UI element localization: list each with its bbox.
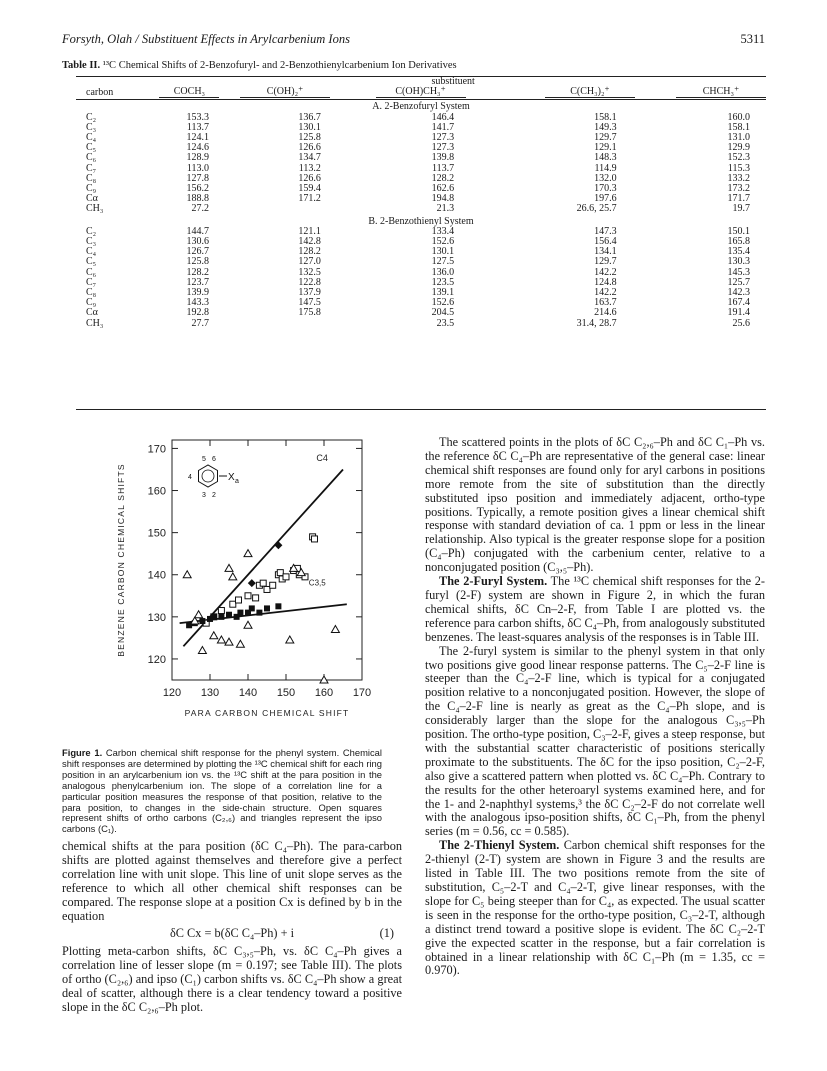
shift-cell: 129.7 xyxy=(594,256,617,268)
section-title: B. 2-Benzothienyl System xyxy=(368,215,474,227)
x-tick-label: 120 xyxy=(162,687,182,699)
shift-cell: 130.3 xyxy=(727,256,750,268)
shift-cell: 26.6, 25.7 xyxy=(576,203,617,215)
ortho-point xyxy=(253,595,259,601)
right-paragraph-2 xyxy=(425,575,765,645)
plot-frame xyxy=(172,440,362,680)
ortho-point xyxy=(283,574,289,580)
shift-cell: 129.9 xyxy=(727,142,750,154)
ipso-point xyxy=(229,573,237,580)
shift-cell: 126.7 xyxy=(186,246,210,258)
table-row xyxy=(76,227,766,237)
carbon-cell: C₂ xyxy=(86,111,97,123)
shift-cell: 127.3 xyxy=(431,132,455,144)
table-row xyxy=(76,257,766,267)
carbon-cell: C₃ xyxy=(86,121,97,133)
table-row xyxy=(76,204,766,214)
shift-cell: 127.5 xyxy=(431,256,455,268)
table-row xyxy=(76,288,766,298)
table-row xyxy=(76,194,766,204)
ipso-point xyxy=(210,632,218,639)
shift-cell: 156.4 xyxy=(594,236,617,248)
shift-cell: 143.3 xyxy=(186,297,210,309)
shift-cell: 163.7 xyxy=(594,297,617,309)
shift-cell: 150.1 xyxy=(727,225,750,237)
meta-point xyxy=(249,605,255,611)
x-tick-label: 140 xyxy=(238,687,258,699)
shift-cell: 132.5 xyxy=(298,266,321,278)
shift-cell: 114.9 xyxy=(594,162,617,174)
shift-cell: 159.4 xyxy=(298,183,321,195)
ortho-point xyxy=(270,582,276,588)
shift-cell: 128.2 xyxy=(298,246,321,258)
thienyl-text: Carbon chemical shift responses for the 2-thienyl (2-T) system are shown in Figure 3 and the results are listed in Table III. The two positions remote from the site of substitution, C₅–2-T and C₄–2-T, give linear responses, with the slope for C₅ being steeper than for C₄, as expected. The usual scatter is seen in the response for the ortho-type position, C₃–2-T, although a distinct trend toward a positive slope is evident. The δC C₂–2-T give the expected scatter in the response, but a fair correlation is obtained in a linear relationship with δC C₁–Ph (m = 1.35, cc = 0.970). xyxy=(425,838,765,978)
x-tick-label: 170 xyxy=(352,687,372,699)
shift-cell: 125.8 xyxy=(298,132,321,144)
table-row xyxy=(76,123,766,133)
carbon-cell: C₂ xyxy=(86,225,97,237)
carbon-cell: C₅ xyxy=(86,142,97,154)
figure-caption-text: Carbon chemical shift response for the phenyl system. Chemical shift responses are determined by plotting the ¹³C chemical shift for each ring position in an arylcarbenium ion vs. the ¹³C shift at the para position in the analogous phenylcarbenium ion. The slope of a correlation line for a particular position measures the response of that position, relative to the para position, to changes in the side-chain structure. Open squares represent shifts of ortho carbons (C₂,₆) and triangles represent the ipso carbons (C₁). xyxy=(62,747,382,835)
shift-cell: 171.7 xyxy=(727,193,750,205)
ipso-point xyxy=(198,647,206,654)
carbon-cell: Cα xyxy=(86,193,98,205)
ipso-point xyxy=(236,640,244,647)
left-paragraph-2: Plotting meta-carbon shifts, δC C₃,₅–Ph, vs. δC C₄–Ph gives a correlation line of lesser slope (m = 0.197; see Table III). The plots of ortho (C₂,₆) and ipso (C₁) carbon shifts vs. δC C₄–Ph show a great deal of scatter, although there is a clear tendency toward a positive slope in the δC C₂,₆–Ph plot. xyxy=(62,944,402,1014)
meta-point xyxy=(237,610,243,616)
x-tick-label: 150 xyxy=(276,687,296,699)
column-header: C(OH)₂⁺ xyxy=(240,87,330,98)
column-header: C(OH)CH₃⁺ xyxy=(376,87,466,98)
shift-cell: 121.1 xyxy=(298,225,321,237)
shift-cell: 27.7 xyxy=(191,317,210,329)
ipso-point xyxy=(225,564,233,571)
shift-cell: 194.8 xyxy=(431,193,455,205)
table-row xyxy=(76,113,766,123)
carbon-cell: C₈ xyxy=(86,287,97,299)
y-tick-label: 130 xyxy=(147,611,166,624)
y-axis-label: BENZENE CARBON CHEMICAL SHIFTS xyxy=(116,463,126,657)
shift-cell: 188.8 xyxy=(186,193,210,205)
y-tick-label: 140 xyxy=(147,569,166,582)
shift-cell: 197.6 xyxy=(594,193,617,205)
shift-cell: 146.4 xyxy=(431,111,455,123)
shift-cell: 156.2 xyxy=(186,183,210,195)
shift-cell: 129.1 xyxy=(594,142,617,154)
shift-cell: 160.0 xyxy=(727,111,750,123)
shift-cell: 133.4 xyxy=(431,225,455,237)
shift-cell xyxy=(225,204,337,214)
shift-cell: 192.8 xyxy=(186,307,210,319)
shift-cell: 142.2 xyxy=(594,266,617,278)
figure-caption xyxy=(62,748,382,835)
table-row xyxy=(76,153,766,163)
shift-cell: 113.0 xyxy=(186,162,210,174)
x-tick-label: 130 xyxy=(200,687,220,699)
shift-cell: 126.6 xyxy=(298,142,321,154)
section-title-row xyxy=(76,215,766,227)
shift-cell: 152.3 xyxy=(727,152,750,164)
right-paragraph-3: The 2-furyl system is similar to the phenyl system in that only two positions give good linear response patterns. The C₅–2-F line is steeper than the C₄–2-F line, which is typical for a conjugated position relative to a nonconjugated position. However, the slope of the C₄–2-F line is nearly as great as the C₄–Ph slope, and is considerably larger than the slope for the analogous C₃,₅–Ph position. The ortho-type position, C₃–2-F, gives a steep response, but with the substantial scatter characteristic of positions sterically proximate to the substituents. The δC for the ipso position, C₂–2-F, also give a scattered pattern when plotted vs. δC C₄–Ph. Contrary to the results for the other heteroaryl systems examined here, and for the 1- and 2-naphthyl systems,³ the δC C₂–2-F do not correlate well with the analogous ipso-position shifts, δC C₁–Ph, from the phenyl series (m = 0.56, cc = 0.585). xyxy=(425,643,765,839)
shift-cell: 175.8 xyxy=(298,307,321,319)
shift-cell: 214.6 xyxy=(594,307,617,319)
shift-cell: 113.7 xyxy=(186,121,210,133)
shift-cell: 137.9 xyxy=(298,287,321,299)
ortho-point xyxy=(230,601,236,607)
shift-cell: 124.6 xyxy=(186,142,210,154)
shift-cell: 136.0 xyxy=(431,266,455,278)
shift-cell: 131.0 xyxy=(727,132,750,144)
table-title xyxy=(62,60,457,71)
ortho-point xyxy=(236,597,242,603)
shift-cell: 191.4 xyxy=(727,307,750,319)
ipso-point xyxy=(195,611,203,618)
y-tick-label: 160 xyxy=(147,485,166,498)
x-tick-label: 160 xyxy=(314,687,334,699)
table-row xyxy=(76,237,766,247)
ortho-point xyxy=(312,536,318,542)
aromatic-circle-icon xyxy=(202,470,214,482)
shift-cell: 130.1 xyxy=(298,121,321,133)
section-title-row xyxy=(76,100,766,113)
shift-cell: 127.3 xyxy=(431,142,455,154)
shift-cell: 124.1 xyxy=(186,132,210,144)
shift-cell: 124.8 xyxy=(594,276,617,288)
shift-cell: 126.6 xyxy=(298,172,321,184)
table-row xyxy=(76,164,766,174)
shift-cell: 162.6 xyxy=(431,183,455,195)
y-tick-label: 120 xyxy=(147,653,166,666)
shift-cell: 132.0 xyxy=(594,172,617,184)
carbon-cell: C₈ xyxy=(86,172,97,184)
table-header-row-2 xyxy=(76,87,766,100)
right-paragraph-1: The scattered points in the plots of δC C₂,₆–Ph and δC C₁–Ph vs. the reference δC C₄–Ph are representative of the general case: linear chemical shift responses are found only for aryl carbons in positions more remote from the site of substitution than the directly substituted ipso position and immediately adjacent, ortho-type positions. Typically, a remote position gives a linear chemical shift response with standard deviation of ca. 1 ppm or less in the linear relationship. Also typical is the greater response slope for a position (C₄–Ph) conjugated with the carbenium center, relative to a nonconjugated position (C₃,₅–Ph). xyxy=(425,435,765,575)
shift-cell: 204.5 xyxy=(431,307,455,319)
para-point xyxy=(248,579,256,587)
structure-label: 4 xyxy=(188,474,192,481)
shift-cell: 171.2 xyxy=(298,193,321,205)
shift-cell: 27.2 xyxy=(191,203,210,215)
shift-cell: 127.0 xyxy=(298,256,321,268)
shift-cell: 25.6 xyxy=(732,317,750,329)
shift-cell: 113.2 xyxy=(298,162,321,174)
furyl-heading: The 2-Furyl System. xyxy=(439,574,548,589)
ipso-point xyxy=(331,625,339,632)
carbon-cell: C₄ xyxy=(86,246,97,258)
shift-cell: 134.7 xyxy=(298,152,321,164)
line-label-c35: C3,5 xyxy=(308,578,326,588)
table-row xyxy=(76,319,766,329)
shift-cell: 136.7 xyxy=(298,111,321,123)
shift-cell: 153.3 xyxy=(186,111,210,123)
shift-cell: 130.1 xyxy=(431,246,455,258)
table-body xyxy=(76,100,766,329)
shift-cell: 125.7 xyxy=(727,276,750,288)
shift-cell: 142.3 xyxy=(727,287,750,299)
carbon-cell: C₉ xyxy=(86,183,97,195)
column-header: C(CH₃)₂⁺ xyxy=(545,87,635,98)
table-row xyxy=(76,174,766,184)
ortho-point xyxy=(245,593,251,599)
carbon-cell: C₃ xyxy=(86,236,97,248)
x-axis-label: PARA CARBON CHEMICAL SHIFT xyxy=(184,708,350,718)
table-row xyxy=(76,143,766,153)
structure-label: 5 xyxy=(202,456,206,463)
shift-cell: 135.4 xyxy=(727,246,750,258)
shift-cell: 129.7 xyxy=(594,132,617,144)
ipso-point xyxy=(183,571,191,578)
structure-label: X xyxy=(228,472,235,483)
ipso-point xyxy=(244,621,252,628)
table-row xyxy=(76,278,766,288)
ipso-point xyxy=(286,636,294,643)
shift-cell: 167.4 xyxy=(727,297,750,309)
right-column-text xyxy=(425,436,765,978)
shift-cell: 158.1 xyxy=(727,121,750,133)
table-row xyxy=(76,268,766,278)
shift-cell: 123.7 xyxy=(186,276,210,288)
ortho-point xyxy=(277,570,283,576)
meta-point xyxy=(264,605,270,611)
shift-cell: 165.8 xyxy=(727,236,750,248)
carbon-cell: CH₃ xyxy=(86,317,104,329)
shift-cell: 147.3 xyxy=(594,225,617,237)
shift-cell: 127.8 xyxy=(186,172,210,184)
shift-cell: 139.1 xyxy=(431,287,455,299)
table-row xyxy=(76,298,766,308)
carbon-cell: C₆ xyxy=(86,266,97,278)
shift-cell: 158.1 xyxy=(594,111,617,123)
figure-label: Figure 1. xyxy=(62,747,103,758)
table-row xyxy=(76,247,766,257)
carbon-cell: C₆ xyxy=(86,152,97,164)
equation-1 xyxy=(62,927,402,941)
furyl-text: The ¹³C chemical shift responses for the 2-furyl (2-F) system are shown in Figure 2, in which the furan chemical shifts, δC Cn–2-F, from Table I are plotted vs. the reference para carbon shifts, δC C₄–Ph, from analogously substituted benzenes. The least-squares analysis of the responses is in Table III. xyxy=(425,574,765,644)
column-header: COCH₃ xyxy=(159,87,219,98)
y-tick-label: 150 xyxy=(147,527,166,540)
equation-number: (1) xyxy=(379,926,394,941)
carbon-cell: C₄ xyxy=(86,132,97,144)
shift-cell: 125.8 xyxy=(186,256,210,268)
right-paragraph-4 xyxy=(425,839,765,978)
shift-table xyxy=(76,77,766,329)
carbon-cell: Cα xyxy=(86,307,98,319)
structure-label: 6 xyxy=(212,456,216,463)
shift-cell: 113.7 xyxy=(432,162,455,174)
shift-cell: 122.8 xyxy=(298,276,321,288)
shift-cell: 133.2 xyxy=(727,172,750,184)
shift-cell: 152.6 xyxy=(431,236,455,248)
left-column-text xyxy=(62,840,402,1015)
para-point xyxy=(274,541,282,549)
shift-cell: 139.9 xyxy=(186,287,210,299)
shift-cell: 147.5 xyxy=(298,297,321,309)
benzene-ring-icon xyxy=(199,465,218,487)
shift-cell: 170.3 xyxy=(594,183,617,195)
carbon-header: carbon xyxy=(86,87,114,99)
shift-cell: 144.7 xyxy=(186,225,210,237)
meta-point xyxy=(256,610,262,616)
shift-cell: 21.3 xyxy=(436,203,455,215)
meta-point xyxy=(218,614,224,620)
thienyl-heading: The 2-Thienyl System. xyxy=(439,838,560,853)
meta-point xyxy=(199,618,205,624)
carbon-cell: CH₃ xyxy=(86,203,104,215)
structure-label: 2 xyxy=(212,492,216,499)
shift-cell: 142.2 xyxy=(594,287,617,299)
ortho-point xyxy=(218,608,224,614)
table-caption: ¹³C Chemical Shifts of 2-Benzofuryl- and 2-Benzothienylcarbenium Ion Derivatives xyxy=(100,60,457,71)
table-bottom-rule xyxy=(76,409,766,410)
ortho-point xyxy=(260,580,266,586)
shift-cell: 31.4, 28.7 xyxy=(576,317,617,329)
shift-cell: 139.8 xyxy=(431,152,455,164)
carbon-cell: C₇ xyxy=(86,162,97,174)
ipso-point xyxy=(217,636,225,643)
shift-cell: 115.3 xyxy=(727,162,750,174)
running-title: Forsyth, Olah / Substituent Effects in Arylcarbenium Ions xyxy=(62,32,350,46)
equation-text: δC Cx = b(δC C₄–Ph) + i xyxy=(169,926,295,941)
table-row xyxy=(76,133,766,143)
shift-cell: 128.2 xyxy=(186,266,210,278)
table-row xyxy=(76,184,766,194)
structure-label: 3 xyxy=(202,492,206,499)
ortho-point xyxy=(264,586,270,592)
meta-point xyxy=(211,614,217,620)
shift-cell: 123.5 xyxy=(431,276,455,288)
shift-cell: 141.7 xyxy=(431,121,455,133)
shift-cell: 152.6 xyxy=(431,297,455,309)
carbon-cell: C₉ xyxy=(86,297,97,309)
ipso-point xyxy=(244,550,252,557)
shift-cell xyxy=(225,319,337,329)
table-row xyxy=(76,308,766,318)
shift-cell: 149.3 xyxy=(594,121,617,133)
shift-cell: 23.5 xyxy=(436,317,455,329)
column-header: CHCH₃⁺ xyxy=(676,87,766,98)
table-label: Table II. xyxy=(62,60,101,71)
line-label-c4: C4 xyxy=(316,453,328,464)
shift-cell: 145.3 xyxy=(727,266,750,278)
carbon-cell: C₅ xyxy=(86,256,97,268)
meta-point xyxy=(275,603,281,609)
figure-1-chart xyxy=(110,432,380,734)
shift-cell: 134.1 xyxy=(594,246,617,258)
shift-cell: 173.2 xyxy=(727,183,750,195)
shift-cell: 142.8 xyxy=(298,236,321,248)
structure-label: a xyxy=(235,478,239,485)
page-number: 5311 xyxy=(740,32,765,46)
shift-cell: 148.3 xyxy=(594,152,617,164)
carbon-cell: C₇ xyxy=(86,276,97,288)
meta-point xyxy=(226,612,232,618)
ipso-point xyxy=(225,638,233,645)
shift-cell: 128.9 xyxy=(186,152,210,164)
left-paragraph-1: chemical shifts at the para position (δC C₄–Ph). The para-carbon shifts are plotted against themselves and therefore give a perfect correlation line with unit slope. This line of unit slope serves as the reference to which all other chemical shift responses can be compared. The response slope at a position Cx is defined by b in the equation xyxy=(62,839,402,923)
shift-cell: 128.2 xyxy=(431,172,455,184)
y-tick-label: 170 xyxy=(147,443,166,456)
section-title: A. 2-Benzofuryl System xyxy=(372,101,470,113)
substituent-header: substituent xyxy=(431,76,475,87)
shift-cell: 130.6 xyxy=(186,236,210,248)
shift-cell: 19.7 xyxy=(732,203,750,215)
